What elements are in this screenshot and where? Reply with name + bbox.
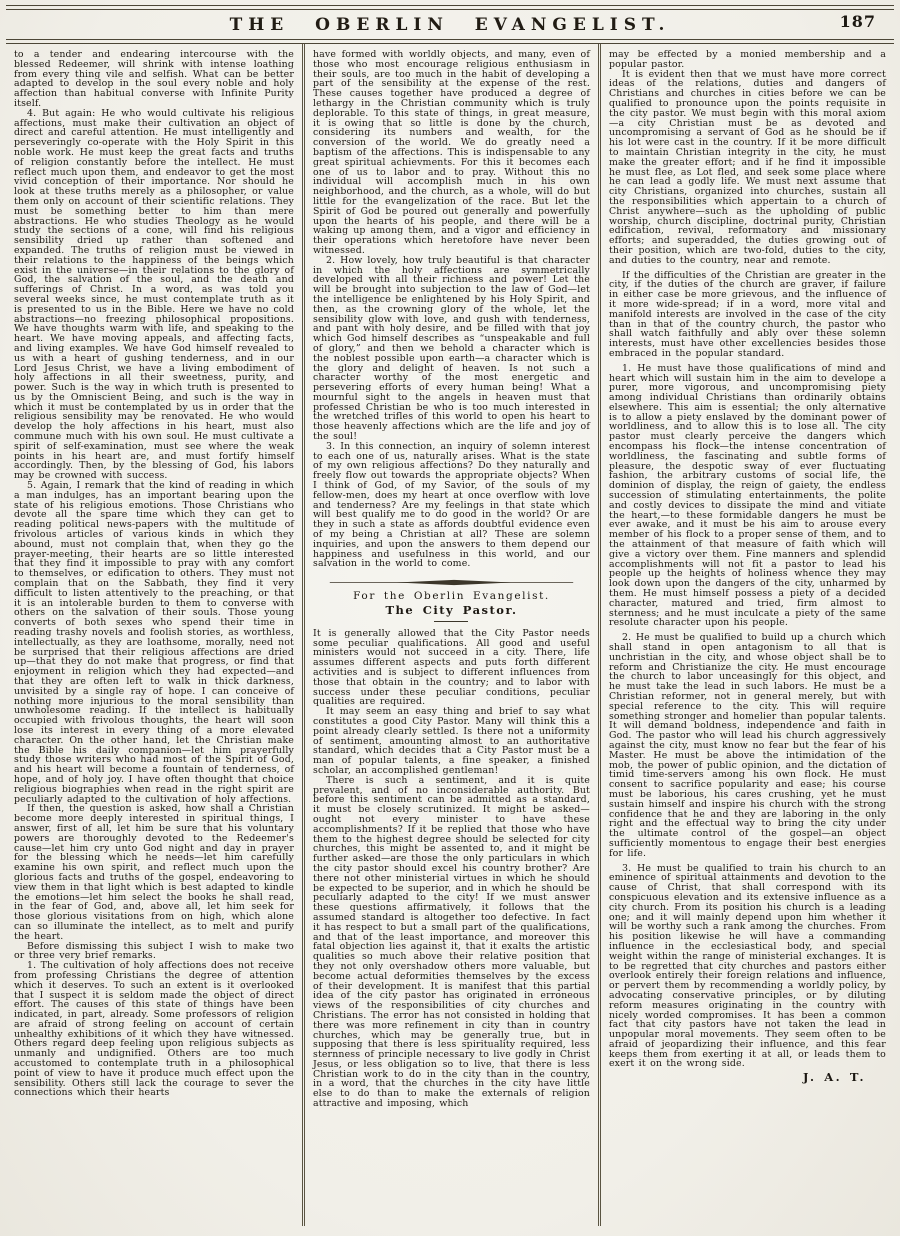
title-underline-rule [434,621,468,622]
paragraph: It is evident then that we must have more correct ideas of the relations, duties and dangers of Christians and churches in cities before we can be qualified to pronounce upon the points requisite in the city pastor. We must begin with this moral axiom—a city Christian must be as devoted and uncompromising a servant of God as he should be if his lot were cast in the country. If it be more difficult to maintain Christian integrity in the city, he must make the greater effort; and if he find it impossible he must flee, as Lot fled, and seek some place where he can lead a godly life. We must next assume that city Christians, organized into churches, sustain all the responsibilities which appertain to a church of Christ anywhere—such as the upholding of public worship, church discipline, doctrinal purity, Christian edification, revival, reformatory and missionary efforts; and superadded, the duties growing out of their position, which are two-fold, duties to the city, and duties to the country, near and remote. [608,68,886,266]
paragraph: 5. Again, I remark that the kind of reading in which a man indulges, has an important bearing upon the state of his religious emotions. Those Christians who devote all the spare time which they can get to reading political news-papers with the multitude of frivolous articles of various kinds in which they abound, must not complain that, when they go the prayer-meeting, their hearts are so little interested that they find it impossible to pray with any comfort to themselves, or edification to others. They must not complain that on the Sabbath, they find it very difficult to listen attentively to the preaching, or that it is an intolerable burden to them to converse with others on the salvation of their souls. Those young converts of both sexes who spend their time in reading trashy novels and foolish stories, as worthless, intellectually, as they are loathsome, morally, need not be surprised that their religious affections are dried up—that they do not make that progress, or find that enjoyment in religion which they had expected—and that they are often left to walk in thick darkness, unvisited by a single ray of hope. I can conceive of nothing more injurious to the moral sensibility than unwholesome reading. If the intellect is habitually occupied with frivolous thoughts, the heart will soon lose its interest in every thing of a more elevated character. On the other hand, let the Christian make the Bible his daily companion—let him prayerfully study those writers who had most of the Spirit of God, and his heart will become a fountain of tenderness, of hope, and of holy joy. I have often thought that choice religious biographies when read in the right spirit are peculiarly adapted to the cultivation of holy affections. [14,480,294,805]
paragraph: 4. But again: He who would cultivate his religious affections, must make their cultivation an object of direct and careful attention. He must intelligently and perseveringly co-operate with the Holy Spirit in this noble work. He must keep the great facts and truths of religion constantly before the intellect. He must reflect much upon them, and endeavor to get the most vivid conception of their importance. Nor should he look at these truths merely as a philosopher, or value them only on account of their scientific relations. They must be something better to him than mere abstractions. He who studies Theology as he would study the sections of a cone, will find his religious sensibility dried up rather than softened and expanded. The truths of religion must be viewed in their relations to the happiness of the beings which exist in the universe—in their relations to the glory of God, the salvation of the soul, and the death and sufferings of Christ. In a word, as was told you several weeks since, he must contemplate truth as it is presented to us in the Bible. Here we have no cold abstractions—no freezing philosophical propositions. We have thoughts warm with life, and speaking to the heart. We have moving appeals, and affecting facts, and living examples. We have God himself revealed to us with a heart of gushing tenderness, and in our Lord Jesus Christ, we have a living embodiment of holy affections in all their sweetness, purity, and power. Such is the way in which truth is presented to us by the Omniscient Being, and such is the way in which it must be contemplated by us in order that the religious sensibility may be renovated. He who would develop the holy affections in his heart, must also commune much with his own soul. He must cultivate a spirit of self-examination, must see where the weak points in his heart are, and must fortify himself accordingly. Then, by the blessing of God, his labors may be crowned with success. [14,107,294,482]
paragraph: to a tender and endearing intercourse with the blessed Redeemer, will shrink with intense loathing from every thing vile and selfish. What can be better adapted to develop in the soul every noble and holy affection than habitual converse with Infinite Purity itself. [14,49,294,109]
paragraph: have formed with worldly objects, and many, even of those who most encourage religious enthusiasm in their souls, are too much in the habit of developing a part of the sensibility at the expense of the rest. These causes together have produced a degree of lethargy in the Christian community which is truly deplorable. To this state of things, in great measure, it is owing that so little is done by the church, considering its numbers and wealth, for the conversion of the world. We do greatly need a baptism of the affections. This is indispensable to any great spiritual achievments. For this it becomes each one of us to labor and to pray. Without this no individual will accomplish much in his own neighborhood, and the church, as a whole, will do but little for the evangelization of the race. But let the Spirit of God be poured out generally and powerfully upon the hearts of his people, and there will be a waking up among them, and a vigor and efficiency in their operations which heretofore have never been witnessed. [312,49,590,256]
header-bottom-rule [6,39,894,44]
column-2 [302,44,598,1226]
column-1 [6,44,302,1226]
paragraph: If the difficulties of the Christian are greater in the city, if the duties of the church are graver, if failure in either case be more grievous, and the influence of it more wide-spread; if in a word, more vital and manifold interests are involved in the case of the city than in that of the country church, the pastor who shall watch faithfully and ably over these solemn interests, must have other excellencies besides those embraced in the popular standard. [608,269,886,359]
paragraph: It is generally allowed that the City Pastor needs some peculiar qualifications. All good and useful ministers would not succeed in a city. There, life assumes different aspects and puts forth different activities and is subject to different influences from those that obtain in the country; and to labor with success under these peculiar conditions, peculiar qualities are required. [312,627,590,708]
paragraph: 2. How lovely, how truly beautiful is that character in which the holy affections are symmetrically developed with all their richness and power! Let the will be brought into subjection to the law of God—let the intelligence be enlightened by his Holy Spirit, and then, as the crowning glory of the whole, let the sensibility glow with love, and gush with tenderness, and pant with holy desire, and be filled with that joy which God himself describes as “unspeakable and full of glory,” and then we behold a character which is the noblest possible upon earth—a character which is the glory and delight of heaven. Is not such a character worthy of the most energetic and persevering efforts of every human being! What a mournful sight to the angels in heaven must that professed Christian be who is too much interested in the wretched trifles of this world to open his heart to those heavenly affections which are the life and joy of the soul! [312,254,590,443]
paragraph: 1. The cultivation of holy affections does not receive from professing Christians the degree of attention which it deserves. To such an extent is it overlooked that I suspect it is seldom made the object of direct effort. The causes of this state of things have been indicated, in part, already. Some professors of religion are afraid of strong feeling on account of certain unhealthy exhibitions of it which they have witnessed. Others regard deep feeling upon religious subjects as unmanly and undignified. Others are too much accustomed to contemplate truth in a philosophical point of view to have it produce much effect upon the sensibility. Others still lack the courage to sever the connections which their hearts [14,960,294,1099]
paragraph: 3. He must be qualified to train his church to an eminence of spiritual attainments and devotion to the cause of Christ, that shall correspond with its conspicuous elevation and its extensive influence as a city church. From its position his church is a leading one; and it will mainly depend upon him whether it will be worthy such a rank among the churches. From his position likewise he will have a commanding influence in the ecclesiastical body, and special weight within the range of ministerial exchanges. It is to be regretted that city churches and pastors either overlook entirely their foreign relations and influence, or pervert them by recommending a worldly policy, by advocating conservative principles, or by diluting reform measures originating in the country with nicely worded compromises. It has been a common fact that city pastors have not taken the lead in unpopular moral movements. They seem often to be afraid of jeopardizing their influence, and this fear keeps them from exerting it at all, or leads them to exert it on the wrong side. [608,862,886,1070]
paragraph: 3. In this connection, an inquiry of solemn interest to each one of us, naturally arises. What is the state of my own religious affections? Do they naturally and freely flow out towards the appropriate objects? When I think of God, of my Savior, of the souls of my fellow-men, does my heart at once overflow with love and tenderness? Are my feelings in that state which will best qualify me to do good in the world? Or are they in such a state as affords doubtful evidence even of my being a Christian at all? These are solemn inquiries, and upon the answers to them depend our happiness and usefulness in this world, and our salvation in the world to come. [312,440,590,570]
paragraph: There is such a sentiment, and it is quite prevalent, and of no inconsiderable authority. But before this sentiment can be admitted as a standard, it must be closely scrutinized. It might be asked—ought not every minister to have these accomplishments? If it be replied that those who have them to the highest degree should be selected for city churches, this might be assented to, and it might be further asked—are those the only particulars in which the city pastor should excel his country brother? Are there not other ministerial virtues in which he should be expected to be superior, and in which he should be peculiarly adapted to the city! If we must answer these questions affirmatively, it follows that the assumed standard is altogether too defective. In fact it has respect to but a small part of the qualifications, and that of the least importance, and moreover this fatal objection lies against it, that it exalts the artistic qualities so much above their relative position that they not only overshadow others more valuable, but become actual deformities themselves by the excess of their development. It is manifest that this partial idea of the city pastor has originated in erroneous views of the responsibilities of city churches and Christians. The error has not consisted in holding that there was more refinement in city than in country churches, which may be generally true, but in supposing that there is less spirituality required, less sternness of principle necessary to live godly in Christ Jesus, or less obligation so to live, that there is less Christian work to do in the city than in the country, in a word, that the churches in the city have little else to do than to make the externals of religion attractive and imposing, which [312,774,590,1110]
paragraph: 1. He must have those qualifications of mind and heart which will sustain him in the aim to develope a purer, more vigorous, and uncompromising piety among individual Christians than ordinarily obtains elsewhere. This aim is essential; the only alternative is to allow a piety enslaved by the dominant power of worldliness, and to allow this is to lose all. The city pastor must clearly perceive the dangers which encompass his flock—the intense concentration of worldliness, the fascinating and subtle forms of pleasure, the despotic sway of ever fluctuating fashion, the arbitrary customs of social life, the dominion of display, the reign of gaiety, the endless succession of stimulating entertainments, the polite and costly devices to dissipate the mind and vitiate the heart,—to these formidable dangers he must be ever awake, and it must be his aim to arouse every member of his flock to a proper sense of them, and to the attainment of that measure of faith which will give a victory over them. Fine manners and splendid accomplishments will not fit a pastor to lead his people up the heights of holiness whence they may look down upon the dangers of the city, unharmed by them. He must himself possess a piety of a decided character, matured and tried, firm almost to sternness; and he must inculcate a piety of the same resolute character upon his people. [608,362,886,629]
masthead [6,0,894,44]
paragraph: may be effected by a monied membership and a popular pastor. [608,49,886,70]
page-number: 187 [839,12,876,31]
tapered-rule-icon [313,578,590,587]
article-title: The City Pastor. [385,603,518,618]
masthead-title: THE OBERLIN EVANGELIST. [229,15,671,35]
article-attribution: For the Oberlin Evangelist. [353,590,550,603]
paragraph: Before dismissing this subject I wish to make two or three very brief remarks. [14,940,294,962]
column-3 [598,44,894,1226]
paragraph: 2. He must be qualified to build up a church which shall stand in open antagonism to all that is unchristian in the city, and whose object shall be to reform and Christianize the city. He must encourage the church to labor unceasingly for this object, and he must take the lead in such labors. He must be a Christian reformer, not in general merely, but with special reference to the city. This will require something stronger and homelier than popular talents. It will demand boldness, independence and faith in God. The pastor who will lead his church aggressively against the city, must know no fear but the fear of his Master. He must be above the intimidation of the mob, the power of public opinion, and the dictation of timid time-servers among his own flock. He must consent to sacrifice popularity and ease; his course must be laborious, his cares crushing, yet he must sustain himself and inspire his church with the strong confidence that he and they are laboring in the only right and the effectual way to bring the city under the ultimate control of the gospel—an object sufficiently momentous to engage their best energies for life. [608,632,886,859]
author-signature: J. A. T. [802,1070,866,1085]
section-divider [313,578,590,587]
column-container [6,44,894,1226]
paragraph: If then, the question is asked, how shall a Christian become more deeply interested in spiritual things, I answer, first of all, let him be sure that his voluntary powers are thoroughly devoted to the Redeemer's cause—let him cry unto God night and day in prayer for the blessing which he needs—let him carefully examine his own spirit, and reflect much upon the glorious facts and truths of the gospel, endeavoring to view them in that light which is best adapted to kindle the emotions—let him select the books he shall read, in the fear of God, and, above all, let him seek for those glorious visitations from on high, which alone can so illuminate the intellect, as to melt and purify the heart. [14,803,294,942]
paragraph: It may seem an easy thing and brief to say what constitutes a good City Pastor. Many will think this a point already clearly settled. Is there not a uniformity of sentiment, amounting almost to an authoritative standard, which decides that a City Pastor must be a man of popular talents, a fine speaker, a finished scholar, an accomplished gentleman! [312,706,590,776]
